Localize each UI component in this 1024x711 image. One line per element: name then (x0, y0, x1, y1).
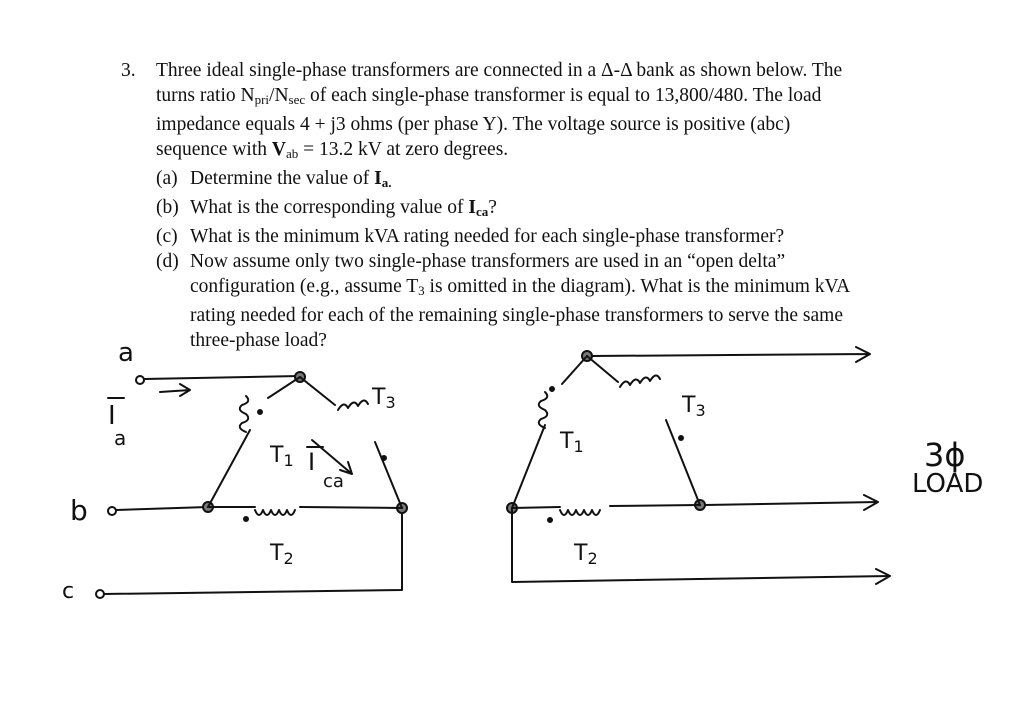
part-d-line-4: three-phase load? (190, 330, 327, 351)
part-c-text: What is the minimum kVA rating needed for each single-phase transformer? (190, 226, 785, 247)
part-c-label: (c) (156, 226, 178, 247)
line-c-to-load (512, 508, 890, 584)
intro-slash-n: /N (269, 85, 289, 106)
load-phase-label: 3ϕ (924, 436, 966, 474)
right-delta-bank (507, 347, 983, 584)
branch-t1-right (512, 356, 587, 508)
label-c: c (62, 579, 75, 604)
subscript-ca: ca (475, 204, 489, 219)
intro-line-3: impedance equals 4 + j3 ohms (per phase Y). The voltage source is positive (abc) (156, 114, 791, 135)
part-b-label: (b) (156, 197, 179, 218)
intro-line-1: Three ideal single-phase transformers are connected in a Δ-Δ bank as shown below. The (156, 60, 843, 81)
label-t1-right: T1 (560, 429, 584, 456)
load-label: LOAD (912, 469, 984, 499)
coil-t2 (255, 510, 295, 515)
current-symbol-a: I (374, 168, 382, 189)
line-a-to-load (592, 347, 870, 362)
current-ica-subscript: ca (323, 471, 344, 492)
label-t1-left: T1 (270, 443, 294, 470)
polarity-dot-t3-right (679, 436, 683, 440)
part-b-text: What is the corresponding value of (190, 197, 469, 218)
wire-a (144, 376, 300, 379)
subscript-pri: pri (254, 92, 270, 107)
part-a-label: (a) (156, 168, 178, 189)
intro-sequence-text: sequence with (156, 139, 272, 160)
coil-t1-right (539, 392, 548, 428)
current-ica-symbol: I (308, 448, 316, 476)
terminal-b (108, 507, 116, 515)
subscript-sec: sec (288, 92, 306, 107)
current-arrow-ia (160, 384, 190, 396)
label-t2-left: T2 (270, 541, 294, 568)
subscript-3: 3 (418, 283, 425, 298)
voltage-symbol: V (271, 139, 286, 160)
label-b: b (70, 494, 88, 527)
polarity-dot-t2-right (548, 518, 552, 522)
label-t2-right: T2 (574, 541, 598, 568)
subscript-ab: ab (285, 146, 299, 161)
polarity-dot-t1 (258, 410, 262, 414)
problem-number: 3. (121, 60, 136, 81)
wire-b (116, 507, 208, 510)
label-a: a (118, 338, 134, 368)
part-d-kva-text: is omitted in the diagram). What is the minimum kVA (424, 276, 851, 297)
intro-ratio-text: of each single-phase transformer is equal to 13,800/480. The load (305, 85, 822, 106)
polarity-dot-t2 (244, 517, 248, 521)
polarity-dot-t3 (382, 456, 386, 460)
intro-voltage-value: = 13.2 kV at zero degrees. (298, 139, 509, 160)
label-t3-left: T3 (372, 385, 396, 412)
current-ia-subscript: a (114, 426, 127, 450)
branch-t1 (208, 377, 300, 507)
label-t3-right: T3 (682, 393, 706, 420)
coil-t1 (240, 396, 249, 432)
terminal-a (136, 376, 144, 384)
coil-t3 (338, 400, 368, 410)
wire-c (104, 508, 402, 594)
current-symbol-ca: I (468, 197, 476, 218)
line-b-to-load (705, 495, 878, 510)
coil-t2-right (560, 510, 600, 515)
part-d-config-text: configuration (e.g., assume T (190, 276, 419, 297)
intro-turns-text: turns ratio N (156, 85, 255, 106)
part-a-text: Determine the value of (190, 168, 375, 189)
polarity-dot-t1-right (550, 387, 554, 391)
terminal-c (96, 590, 104, 598)
part-b-post: ? (488, 197, 497, 218)
coil-t3-right (620, 375, 660, 387)
current-arrow-ica (312, 440, 352, 474)
part-d-label: (d) (156, 251, 179, 272)
part-d-line-3: rating needed for each of the remaining single-phase transformers to serve the same (190, 305, 843, 326)
left-delta-bank (62, 338, 407, 604)
branch-t2-right (512, 505, 700, 508)
current-ia-symbol: I (108, 401, 116, 431)
subscript-a: a. (381, 175, 392, 190)
part-d-line-1: Now assume only two single-phase transformers are used in an “open delta” (190, 251, 786, 272)
branch-t2 (208, 507, 402, 508)
